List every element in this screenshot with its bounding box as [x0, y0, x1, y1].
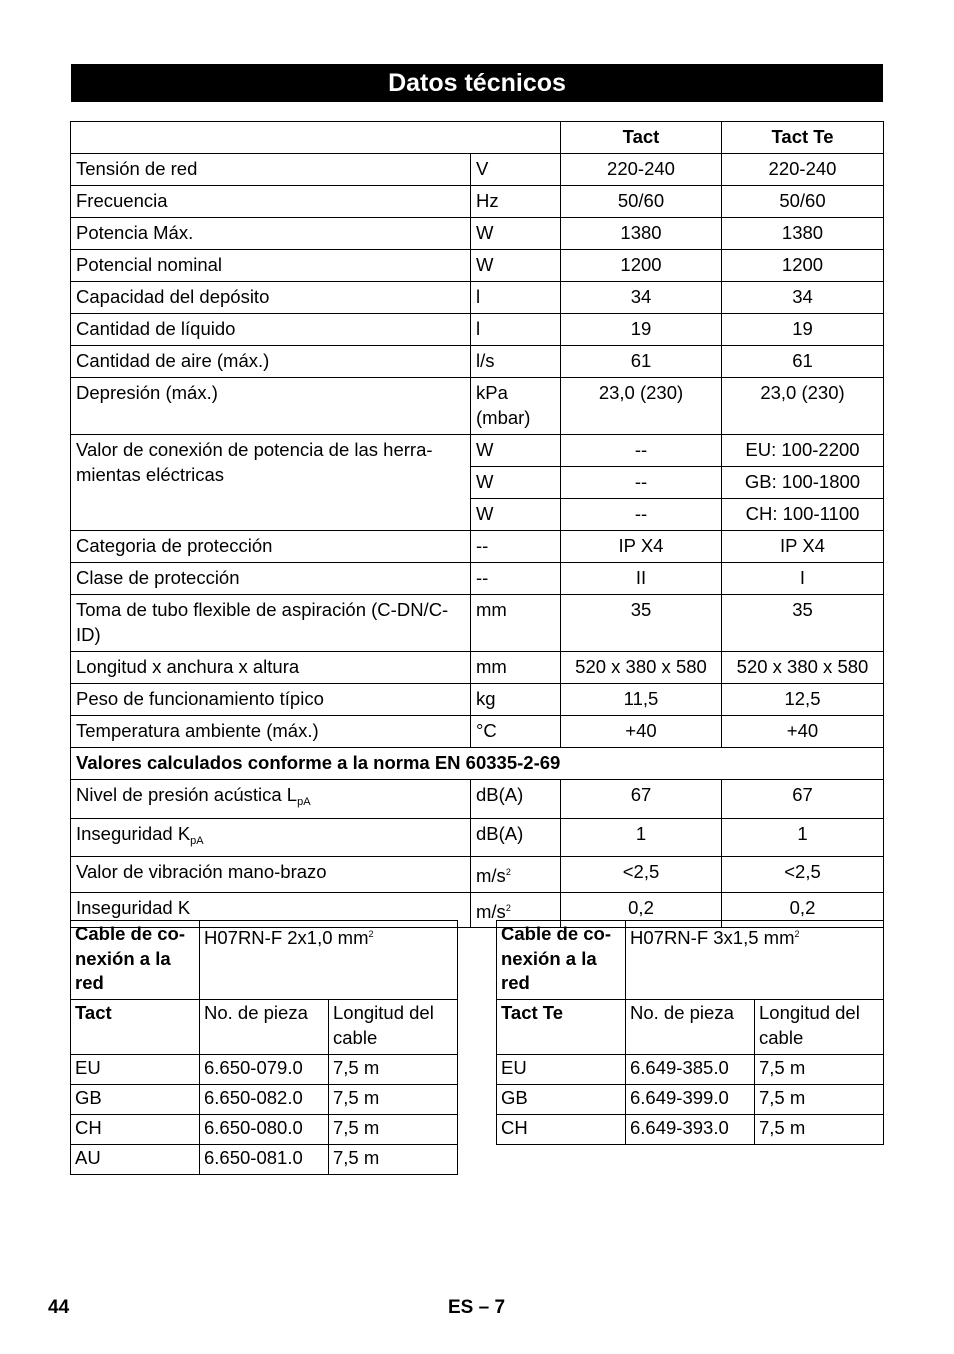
spec-value-tact: 34 [561, 282, 722, 314]
spec-value-tact-te: 1 [722, 818, 884, 857]
spec-value-tact: 23,0 (230) [561, 378, 722, 435]
table-row [71, 921, 458, 1000]
cable-head-label: Cable de co-nexión a la red [71, 921, 200, 1000]
spec-value-tact-te: 67 [722, 780, 884, 819]
spec-label: Peso de funcionamiento típico [71, 684, 471, 716]
table-row [71, 378, 884, 435]
cable-region: CH [71, 1115, 200, 1145]
spec-label: Potencial nominal [71, 250, 471, 282]
spec-value-tact-te: 0,2 [722, 892, 884, 928]
cable-region: AU [71, 1145, 200, 1175]
spec-label-text: Nivel de presión acústica L [76, 784, 298, 805]
spec-value-tact: 1 [561, 818, 722, 857]
spec-label: Valor de conexión de potencia de las herra-mientas eléctricas [71, 435, 471, 531]
spec-unit-text: dB(A) [476, 822, 524, 844]
spec-label: Temperatura ambiente (máx.) [71, 716, 471, 748]
cable-part-number: 6.649-393.0 [626, 1115, 755, 1145]
cable-length: 7,5 m [329, 1055, 458, 1085]
spec-value-tact-te: 1200 [722, 250, 884, 282]
spec-value-tact: 1200 [561, 250, 722, 282]
table-row [71, 857, 884, 893]
table-row [71, 595, 884, 652]
spec-value-tact-te: +40 [722, 716, 884, 748]
column-header-cable-length: Longitud del cable [329, 1000, 458, 1055]
table-row [497, 921, 884, 1000]
cable-region: GB [71, 1085, 200, 1115]
spec-unit-superscript: 2 [505, 867, 511, 877]
table-row [71, 250, 884, 282]
spec-unit: mm [471, 595, 561, 652]
cable-length: 7,5 m [755, 1055, 884, 1085]
spec-value-tact: -- [561, 499, 722, 531]
spec-label [71, 780, 471, 819]
table-row [71, 716, 884, 748]
header-blank-cell [71, 122, 561, 154]
spec-label: Tensión de red [71, 154, 471, 186]
spec-value-tact-te: CH: 100-1100 [722, 499, 884, 531]
cable-length: 7,5 m [329, 1085, 458, 1115]
spec-value-tact: -- [561, 467, 722, 499]
spec-label: Potencia Máx. [71, 218, 471, 250]
cable-head-label: Cable de co-nexión a la red [497, 921, 626, 1000]
spec-unit: kg [471, 684, 561, 716]
cable-region: EU [71, 1055, 200, 1085]
cable-table-tact-te [496, 920, 884, 1145]
spec-value-tact-te: GB: 100-1800 [722, 467, 884, 499]
spec-value-tact: IP X4 [561, 531, 722, 563]
spec-unit: l [471, 282, 561, 314]
spec-label: Longitud x anchura x altura [71, 652, 471, 684]
spec-value-tact: 61 [561, 346, 722, 378]
table-row [71, 186, 884, 218]
spec-value-tact-te: 1380 [722, 218, 884, 250]
table-row [71, 780, 884, 819]
cable-model: Tact Te [497, 1000, 626, 1055]
table-row [71, 1055, 458, 1085]
spec-label-text: Inseguridad K [76, 822, 191, 844]
spec-value-tact-te: 61 [722, 346, 884, 378]
spec-value-tact: 220-240 [561, 154, 722, 186]
cable-region: GB [497, 1085, 626, 1115]
spec-label: Frecuencia [71, 186, 471, 218]
spec-label: Cantidad de líquido [71, 314, 471, 346]
cable-model: Tact [71, 1000, 200, 1055]
cable-type-cell [626, 921, 884, 1000]
spec-value-tact-te: 34 [722, 282, 884, 314]
cable-part-number: 6.650-081.0 [200, 1145, 329, 1175]
cable-length: 7,5 m [329, 1145, 458, 1175]
spec-value-tact-te: I [722, 563, 884, 595]
cable-type-superscript: 2 [794, 929, 800, 939]
spec-value-tact: 67 [561, 780, 722, 819]
spec-unit: mm [471, 652, 561, 684]
spec-value-tact: 520 x 380 x 580 [561, 652, 722, 684]
spec-unit: l/s [471, 346, 561, 378]
spec-unit-text: m/s [476, 900, 506, 922]
table-row [497, 1000, 884, 1055]
spec-value-tact: 0,2 [561, 892, 722, 928]
spec-value-tact: +40 [561, 716, 722, 748]
section-label: ES – 7 [448, 1297, 506, 1318]
spec-value-tact-te: EU: 100-2200 [722, 435, 884, 467]
spec-value-tact-te: 220-240 [722, 154, 884, 186]
column-header-part-number: No. de pieza [200, 1000, 329, 1055]
table-row [71, 122, 884, 154]
cable-part-number: 6.650-080.0 [200, 1115, 329, 1145]
cable-type-cell [200, 921, 458, 1000]
cable-part-number: 6.649-385.0 [626, 1055, 755, 1085]
spec-label: Categoria de protección [71, 531, 471, 563]
spec-unit: kPa (mbar) [471, 378, 561, 435]
spec-label [71, 857, 471, 893]
page-number: 44 [48, 1297, 70, 1318]
spec-value-tact: 11,5 [561, 684, 722, 716]
cable-length: 7,5 m [755, 1115, 884, 1145]
table-row [497, 1085, 884, 1115]
spec-value-tact-te: 19 [722, 314, 884, 346]
spec-value-tact-te: 520 x 380 x 580 [722, 652, 884, 684]
spec-unit [471, 857, 561, 893]
spec-label: Toma de tubo flexible de aspiración (C-DN/C-ID) [71, 595, 471, 652]
table-row [71, 1000, 458, 1055]
cable-region: EU [497, 1055, 626, 1085]
spec-label [71, 818, 471, 857]
spec-unit [471, 818, 561, 857]
spec-label: Clase de protección [71, 563, 471, 595]
table-row [71, 1085, 458, 1115]
table-row [71, 748, 884, 780]
spec-unit: °C [471, 716, 561, 748]
spec-unit: W [471, 467, 561, 499]
spec-unit: W [471, 435, 561, 467]
spec-label: Cantidad de aire (máx.) [71, 346, 471, 378]
spec-value-tact: 19 [561, 314, 722, 346]
header-tact: Tact [561, 122, 722, 154]
spec-unit-text: dB(A) [476, 784, 524, 805]
spec-label: Depresión (máx.) [71, 378, 471, 435]
spec-unit: W [471, 499, 561, 531]
spec-value-tact: 35 [561, 595, 722, 652]
column-header-cable-length: Longitud del cable [755, 1000, 884, 1055]
spec-unit: -- [471, 531, 561, 563]
table-row [71, 435, 884, 467]
page-title: Datos técnicos [71, 64, 883, 102]
spec-label-subscript: pA [297, 796, 311, 808]
table-row [497, 1115, 884, 1145]
spec-unit: -- [471, 563, 561, 595]
header-tact-te: Tact Te [722, 122, 884, 154]
spec-label-text: Inseguridad K [76, 896, 191, 918]
spec-value-tact: -- [561, 435, 722, 467]
spec-label-text: Valor de vibración mano-brazo [76, 861, 327, 882]
table-row [71, 282, 884, 314]
technical-data-table [70, 121, 884, 928]
table-row [71, 314, 884, 346]
spec-unit [471, 780, 561, 819]
spec-value-tact: II [561, 563, 722, 595]
table-row [71, 154, 884, 186]
spec-unit: l [471, 314, 561, 346]
table-row [71, 1145, 458, 1175]
table-row [71, 563, 884, 595]
spec-unit-superscript: 2 [505, 902, 511, 913]
cable-part-number: 6.650-082.0 [200, 1085, 329, 1115]
cable-part-number: 6.650-079.0 [200, 1055, 329, 1085]
cable-length: 7,5 m [329, 1115, 458, 1145]
spec-unit: Hz [471, 186, 561, 218]
cable-region: CH [497, 1115, 626, 1145]
spec-value-tact-te: <2,5 [722, 857, 884, 893]
table-row [71, 346, 884, 378]
cable-type: H07RN-F 2x1,0 mm [204, 927, 369, 948]
spec-unit-text: m/s [476, 865, 506, 886]
column-header-part-number: No. de pieza [626, 1000, 755, 1055]
table-row [71, 818, 884, 857]
spec-unit: W [471, 250, 561, 282]
spec-value-tact: 1380 [561, 218, 722, 250]
cable-type: H07RN-F 3x1,5 mm [630, 927, 795, 948]
cable-type-superscript: 2 [368, 929, 374, 939]
spec-value-tact: <2,5 [561, 857, 722, 893]
table-row [71, 652, 884, 684]
cable-part-number: 6.649-399.0 [626, 1085, 755, 1115]
table-row [71, 684, 884, 716]
spec-value-tact-te: 35 [722, 595, 884, 652]
spec-unit: V [471, 154, 561, 186]
spec-value-tact-te: 23,0 (230) [722, 378, 884, 435]
spec-value-tact-te: 12,5 [722, 684, 884, 716]
cable-table-tact [70, 920, 458, 1175]
norm-heading: Valores calculados conforme a la norma EN 60335-2-69 [71, 748, 884, 780]
spec-label: Capacidad del depósito [71, 282, 471, 314]
spec-value-tact: 50/60 [561, 186, 722, 218]
table-row [497, 1055, 884, 1085]
spec-unit: W [471, 218, 561, 250]
table-row [71, 531, 884, 563]
spec-value-tact-te: IP X4 [722, 531, 884, 563]
spec-label-subscript: pA [190, 834, 204, 847]
cable-length: 7,5 m [755, 1085, 884, 1115]
spec-value-tact-te: 50/60 [722, 186, 884, 218]
table-row [71, 1115, 458, 1145]
table-row [71, 218, 884, 250]
